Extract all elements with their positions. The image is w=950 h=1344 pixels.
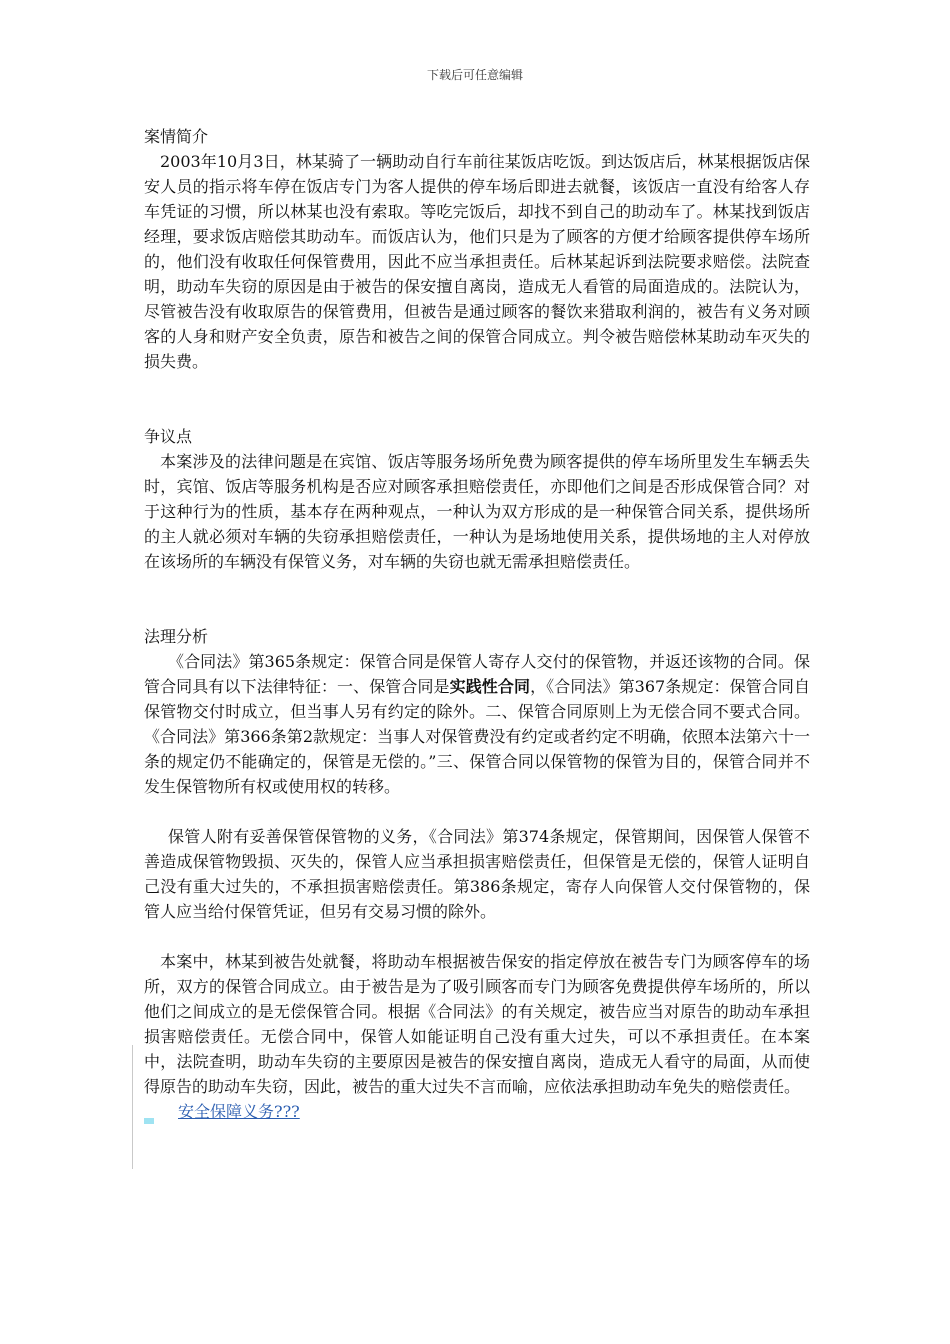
legal-analysis-paragraph-2: 保管人附有妥善保管保管物的义务，《合同法》第374条规定，保管期间，因保管人保管不善造成保管物毁损、灭失的，保管人应当承担损害赔偿责任，但保管是无偿的，保管人证明自己没有重大过失的，不承担损害赔偿责任。第386条规定，寄存人向保管人交付保管物的，保管人应当给付保管凭证，但另有交易习惯的除外。 [144,827,810,921]
section-title-dispute: 争议点 [144,427,193,446]
legal-analysis-text-a: 《合同法》第365条规定：保管合同是保管人寄存人交付的保管物，并返还该物的合同。保管合同具有以下法律特征：一、保管合同是 [144,652,810,696]
section-title-case-summary: 案情简介 [144,127,209,146]
safety-duty-link[interactable]: 安全保障义务??? [178,1102,300,1121]
case-summary-paragraph: 2003年10月3日，林某骑了一辆助动自行车前往某饭店吃饭。到达饭店后，林某根据饭店保安人员的指示将车停在饭店专门为客人提供的停车场后即进去就餐，该饭店一直没有给客人存车凭证的习惯，所以林某也没有索取。等吃完饭后，却找不到自己的助动车了。林某找到饭店经理，要求饭店赔偿其助动车。而饭店认为，他们只是为了顾客的方便才给顾客提供停车场所的，他们没有收取任何保管费用，因此不应当承担责任。后林某起诉到法院要求赔偿。法院查明，助动车失窃的原因是由于被告的保安擅自离岗，造成无人看管的局面造成的。法院认为，尽管被告没有收取原告的保管费用，但被告是通过顾客的餐饮来猎取利润的，被告有义务对顾客的人身和财产安全负责，原告和被告之间的保管合同成立。判令被告赔偿林某助动车灭失的损失费。 [144,152,810,371]
legal-analysis-paragraph-3: 本案中，林某到被告处就餐，将助动车根据被告保安的指定停放在被告专门为顾客停车的场所，双方的保管合同成立。由于被告是为了吸引顾客而专门为顾客免费提供停车场所的，所以他们之间成立的是无偿保管合同。根据《合同法》的有关规定，被告应当对原告的助动车承担损害赔偿责任。无偿合同中，保管人如能证明自己没有重大过失，可以不承担责任。在本案中，法院查明，助动车失窃的主要原因是被告的保安擅自离岗，造成无人看守的局面，从而使得原告的助动车失窃，因此，被告的重大过失不言而喻，应依法承担助动车免失的赔偿责任。 [144,952,810,1096]
revision-bar [132,1045,133,1169]
page-header: 下载后可任意编辑 [426,68,523,82]
section-title-legal-analysis: 法理分析 [144,627,209,646]
dispute-paragraph: 本案涉及的法律问题是在宾馆、饭店等服务场所免费为顾客提供的停车场所里发生车辆丢失时，宾馆、饭店等服务机构是否应对顾客承担赔偿责任，亦即他们之间是否形成保管合同？对于这种行为的性质，基本存在两种观点，一种认为双方形成的是一种保管合同关系，提供场所的主人就必须对车辆的失窃承担赔偿责任，一种认为是场地使用关系，提供场地的主人对停放在该场所的车辆没有保管义务，对车辆的失窃也就无需承担赔偿责任。 [144,452,810,571]
practical-contract-term: 实践性合同 [449,677,531,696]
cursor-marker [144,1118,154,1124]
legal-analysis-text-b: ，《合同法》第367条规定：保管合同自保管物交付时成立，但当事人另有约定的除外。二、保管合同原则上为无偿合同不要式合同。《合同法》第366条第2款规定：当事人对保管费没有约定或者约定不明确，依照本法第六十一条的规定仍不能确定的，保管是无偿的。”三、保管合同以保管物的保管为目的，保管合同并不发生保管物所有权或使用权的转移。 [144,677,810,796]
document-body [144,124,810,1124]
safety-duty-link-line [144,1099,810,1124]
legal-analysis-paragraph-1 [144,649,810,799]
